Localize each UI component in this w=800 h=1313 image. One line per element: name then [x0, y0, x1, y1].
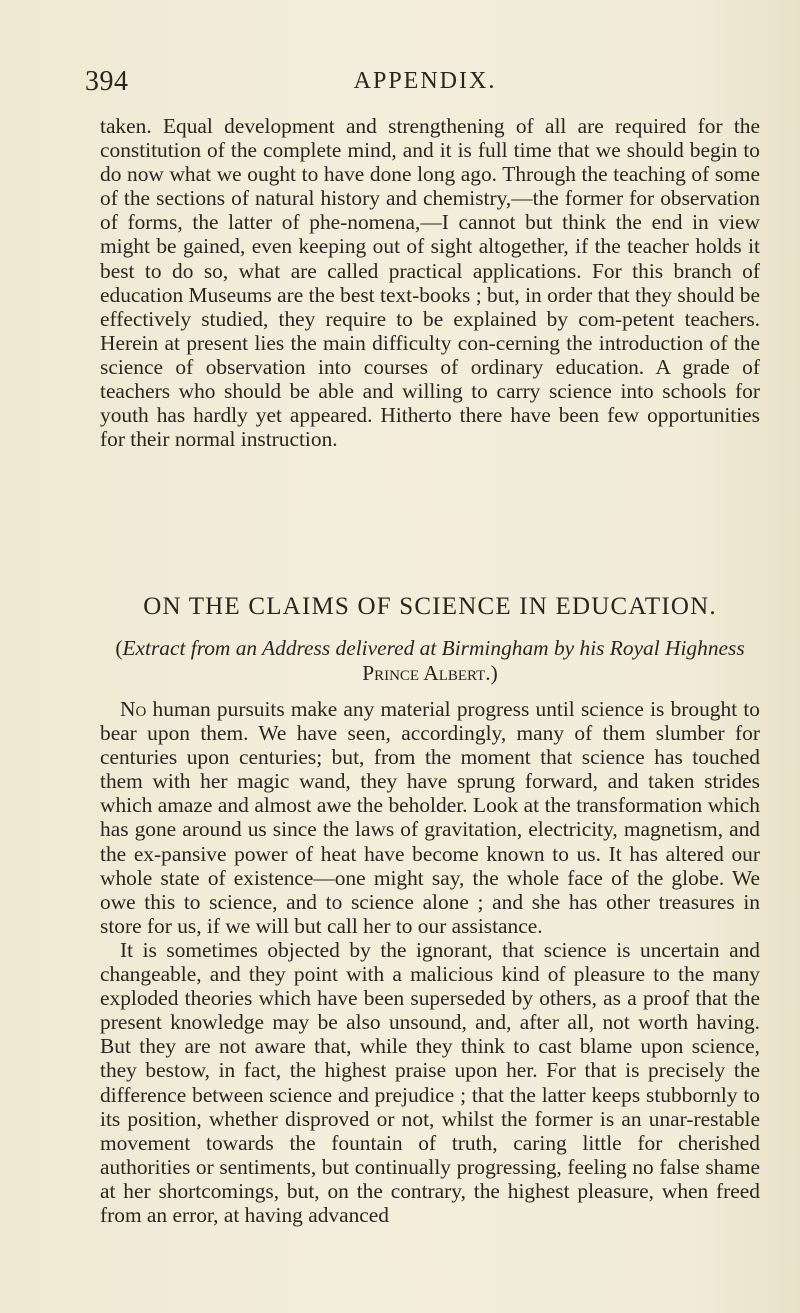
section-body: [100, 697, 760, 1227]
subtitle-open-paren: (: [115, 636, 123, 660]
paragraph-2-lead: No: [120, 697, 147, 721]
page-number: 394: [85, 66, 129, 97]
subtitle-author: Prince Albert.: [362, 660, 491, 685]
section-title: ON THE CLAIMS OF SCIENCE IN EDUCATION.: [143, 593, 717, 620]
paragraph-continued: [100, 114, 760, 451]
paragraph-2: [100, 697, 760, 938]
paragraph-2-text: human pursuits make any material progress until science is brought to bear upon them. We have seen, accordingly, many of them slumber for centuries upon centuries; but, from the moment that science has touched them with her magic wand, they have sprung forward, and taken strides which amaze and almost awe the beholder. Look at the transformation which has gone around us since the laws of gravitation, electricity, magnetism, and the ex-pansive power of heat have become known to us. It has altered our whole state of existence—one might say, the whole face of the globe. We owe this to science, and to science alone ; and she has other treasures in store for us, if we will but call her to our assistance.: [100, 697, 760, 938]
paragraph-1: taken. Equal development and strengthening of all are required for the constitution of the complete mind, and it is full time that we should begin to do now what we ought to have done long ago. Through the teaching of some of the sections of natural history and chemistry,—the former for observation of forms, the latter of phe-nomena,—I cannot but think the end in view might be gained, even keeping out of sight altogether, if the teacher holds it best to do so, what are called practical applications. For this branch of education Museums are the best text-books ; but, in order that they should be effectively studied, they require to be explained by com-petent teachers. Herein at present lies the main difficulty con-cerning the introduction of the science of observation into courses of ordinary education. A grade of teachers who should be able and willing to carry science into schools for youth has hardly yet appeared. Hitherto there have been few opportunities for their normal instruction.: [100, 114, 760, 452]
page-header: [85, 66, 765, 106]
section-subtitle: [100, 636, 760, 685]
running-head: APPENDIX.: [353, 68, 497, 94]
subtitle-source: Extract from an Address delivered at Birmingham by his Royal Highness: [122, 636, 745, 660]
subtitle-close-paren: ): [490, 660, 498, 685]
paragraph-3: It is sometimes objected by the ignorant, that science is uncertain and changeable, and they point with a malicious kind of pleasure to the many exploded theories which have been superseded by others, as a proof that the present knowledge may be also unsound, and, after all, not worth having. But they are not aware that, while they think to cast blame upon science, they bestow, in fact, the highest praise upon her. For that is precisely the difference between science and prejudice ; that the latter keeps stubbornly to its position, whether disproved or not, whilst the former is an unar-restable movement towards the fountain of truth, caring little for cherished authorities or sentiments, but continually progressing, feeling no false shame at her shortcomings, but, on the contrary, the highest pleasure, when freed from an error, at having advanced: [100, 937, 760, 1227]
